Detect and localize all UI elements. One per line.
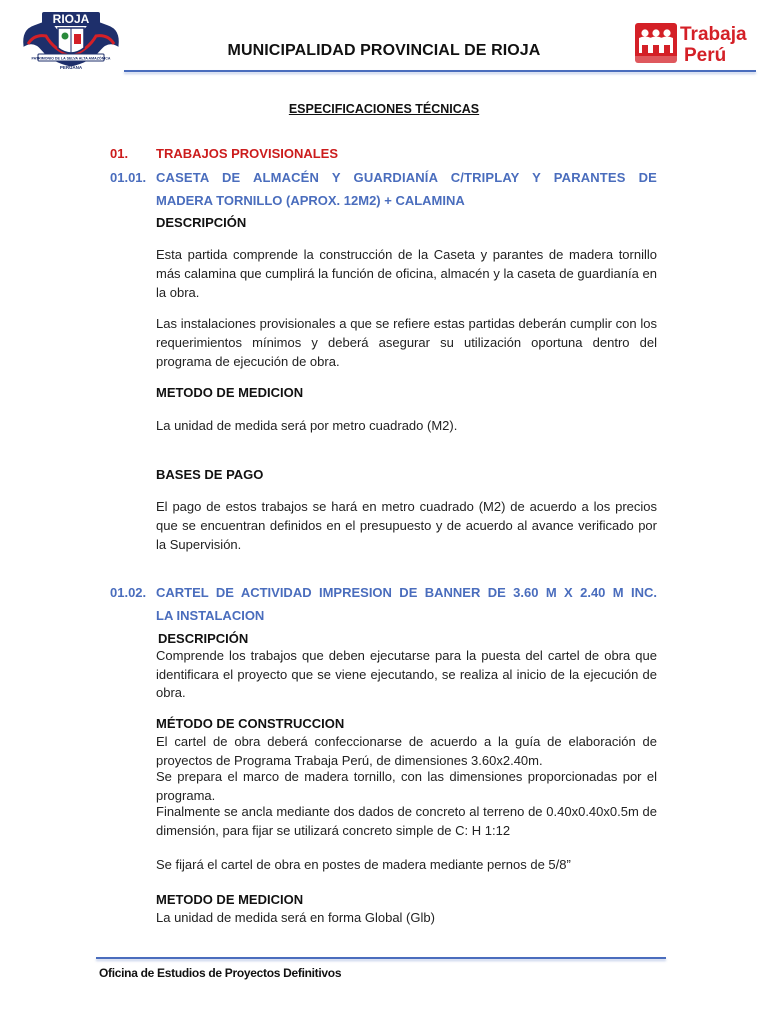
item-01-02-number: 01.02. [110,585,147,600]
item-01-02-medicion-text: La unidad de medida será en forma Global (Glb) [156,910,435,925]
item-01-01-medicion-text: La unidad de medida será por metro cuadrado (M2). [156,418,458,433]
item-01-01-pago-text: El pago de estos trabajos se hará en metro cuadrado (M2) de acuerdo a los precios que se encuentran definidos en el presupuesto y de acuerdo al avance verificado por la Supervisión. [156,499,657,552]
item-01-02-descripcion-p1: Comprende los trabajos que deben ejecutarse para la puesta del cartel de obra que identificara el proyecto que se viene ejecutando, se realiza al inicio de la ejecución de obra. [156,648,657,700]
item-01-01-number: 01.01. [110,170,147,185]
item-01-02-construccion-p1: El cartel de obra deberá confeccionarse de acuerdo a la guía de elaboración de proyectos de Programa Trabaja Perú, de dimensiones 3.60x2.40m. [156,734,657,768]
header-divider [124,70,756,72]
footer-office-name: Oficina de Estudios de Proyectos Definitivos [99,966,342,980]
item-01-02-title-line1: CARTEL DE ACTIVIDAD IMPRESION DE BANNER DE 3.60 M X 2.40 M INC. [156,585,657,600]
trabaja-peru-logo [634,20,754,66]
rioja-logo-name: RIOJA [52,12,90,26]
rioja-logo-motto: PATRIMONIO DE LA SELVA ALTA AMAZÓNICA [31,56,111,61]
trabaja-peru-line1: Trabaja [680,24,747,45]
trabaja-peru-line2: Perú [684,45,727,66]
item-01-01-descripcion-p2: Las instalaciones provisionales a que se refiere estas partidas deberán cumplir con los requerimientos mínimos y deberá asegurar su utilización oportuna dentro del programa de ejecución de obra. [156,316,657,369]
item-01-02-medicion-label: METODO DE MEDICION [156,892,304,907]
item-01-01-pago-label: BASES DE PAGO [156,467,264,482]
item-01-01-medicion-label: METODO DE MEDICION [156,385,304,400]
section-title: TRABAJOS PROVISIONALES [156,146,339,161]
rioja-logo-place: PERUANA [59,65,83,70]
footer-divider [96,957,666,959]
section-number: 01. [110,146,129,161]
document-title: ESPECIFICACIONES TÉCNICAS [288,102,480,116]
item-01-01-descripcion-label: DESCRIPCIÓN [156,215,247,230]
item-01-02-descripcion-label: DESCRIPCIÓN [158,631,249,646]
item-01-01-title-line2: MADERA TORNILLO (APROX. 12M2) + CALAMINA [156,193,465,208]
item-01-01-title-line1: CASETA DE ALMACÉN Y GUARDIANÍA C/TRIPLAY Y PARANTES DE [156,170,657,185]
item-01-02-construccion-p4: Se fijará el cartel de obra en postes de madera mediante pernos de 5/8” [156,857,571,872]
item-01-02-title-line2: LA INSTALACION [156,608,265,623]
header-title: MUNICIPALIDAD PROVINCIAL DE RIOJA [227,42,541,59]
item-01-02-construccion-label: MÉTODO DE CONSTRUCCION [156,716,345,731]
item-01-02-construccion-p3: Finalmente se ancla mediante dos dados de concreto al terreno de 0.40x0.40x0.5m de dimensión, para fijar se utilizará concreto simple de C: H 1:12 [156,804,657,838]
item-01-01-descripcion-p1: Esta partida comprende la construcción de la Caseta y parantes de madera tornillo más calamina que cumplirá la función de oficina, almacén y la caseta de guardianía en la obra. [156,247,657,300]
item-01-02-construccion-p2: Se prepara el marco de madera tornillo, con las dimensiones proporcionadas por el programa. [156,769,657,803]
